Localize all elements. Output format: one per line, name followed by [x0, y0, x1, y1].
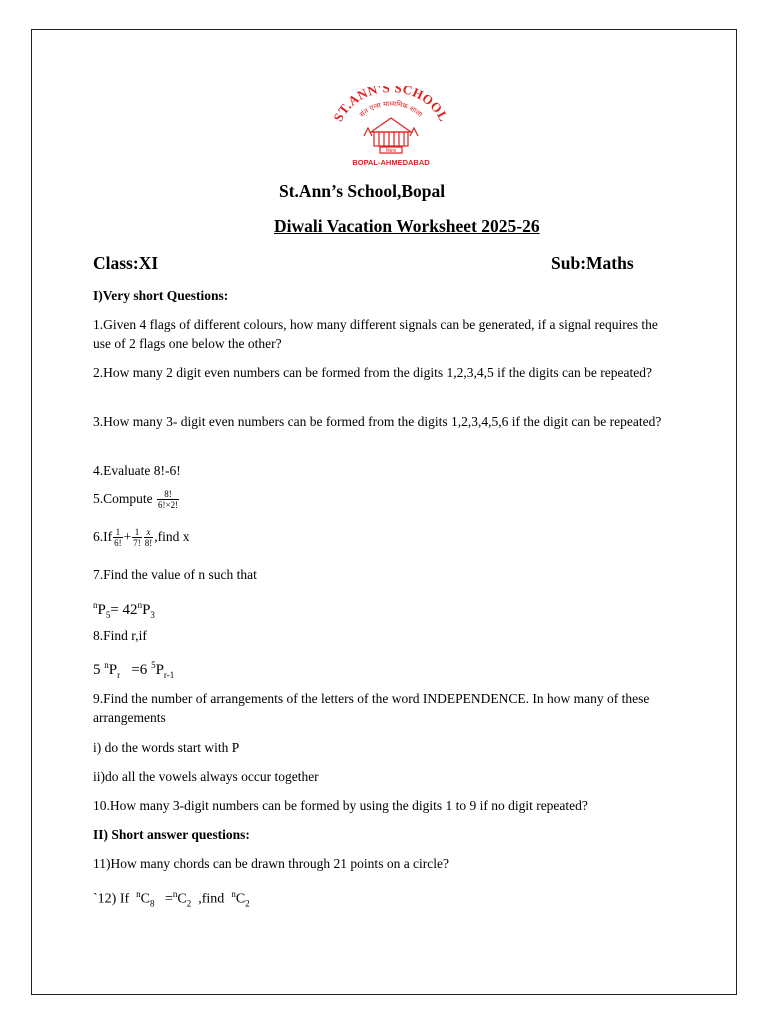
svg-text:संत एन्स माध्यमिक शाला	[358, 99, 424, 119]
combination-symbol: C	[235, 891, 246, 907]
superscript: 5	[151, 660, 156, 670]
question-5	[93, 489, 180, 510]
question-6	[93, 527, 190, 548]
question-9-part-i: i) do the words start with P	[93, 740, 240, 755]
page-border	[31, 29, 737, 995]
equals-sign: =	[165, 891, 173, 907]
worksheet-title: Diwali Vacation Worksheet 2025-26	[274, 216, 540, 236]
superscript: n	[172, 889, 178, 899]
equation-middle: =6	[131, 662, 148, 678]
superscript: n	[231, 889, 236, 899]
fraction	[132, 527, 142, 548]
question-8: 8.Find r,if	[93, 628, 147, 643]
question-9: 9.Find the number of arrangements of the letters of the word INDEPENDENCE. In how many of these arrangements	[93, 691, 650, 725]
superscript: n	[93, 600, 98, 610]
subscript: 8	[150, 898, 155, 909]
fraction	[144, 527, 154, 548]
section-1-heading: I)Very short Questions:	[93, 288, 229, 303]
question-12-prefix: `12) If	[93, 891, 130, 907]
logo-bottom-text: BOPAL-AHMEDABAD	[352, 158, 430, 167]
logo-arc-text: ST.ANN'S SCHOOL	[330, 86, 452, 124]
class-label: Class:XI	[93, 253, 159, 273]
fraction-numerator: 8!	[157, 489, 179, 500]
subscript: 3	[150, 610, 155, 620]
logo-hindi-text: संत एन्स माध्यमिक शाला	[358, 99, 424, 119]
building-icon	[364, 118, 418, 153]
question-7: 7.Find the value of n such that	[93, 567, 257, 582]
plus-sign: +	[123, 529, 132, 544]
fraction-denominator: 6!	[114, 538, 122, 549]
equation-middle: = 42	[110, 602, 138, 618]
subject-label: Sub:Maths	[551, 253, 634, 273]
school-logo	[326, 86, 456, 168]
equation-lead: 5	[93, 662, 101, 678]
superscript: n	[104, 660, 109, 670]
question-9-part-ii: ii)do all the vowels always occur together	[93, 769, 319, 784]
subscript: r-1	[163, 670, 175, 680]
subscript: 2	[186, 898, 192, 909]
question-2: 2.How many 2 digit even numbers can be formed from the digits 1,2,3,4,5 if the digits can be repeated?	[93, 365, 652, 380]
fraction-numerator: 1	[113, 527, 123, 538]
permutation-symbol: P	[142, 602, 151, 618]
fraction	[157, 489, 179, 510]
section-2-heading: II) Short answer questions:	[93, 827, 250, 842]
combination-symbol: C	[177, 891, 187, 907]
combination-symbol: C	[140, 891, 150, 907]
permutation-symbol: P	[97, 602, 106, 618]
find-text: ,find	[198, 891, 225, 907]
fraction-numerator: 1	[132, 527, 142, 538]
question-8-equation	[93, 656, 174, 685]
fraction-denominator: 8!	[144, 538, 153, 549]
permutation-symbol: P	[108, 662, 118, 678]
fraction-denominator: 6!×2!	[158, 500, 179, 511]
superscript: n	[136, 889, 141, 899]
school-name: St.Ann’s School,Bopal	[279, 181, 446, 201]
question-12	[93, 885, 250, 913]
superscript: n	[137, 600, 143, 610]
question-7-equation	[93, 596, 155, 625]
question-6-suffix: ,find x	[154, 529, 190, 544]
fraction	[113, 527, 123, 548]
permutation-symbol: P	[155, 662, 164, 678]
question-1: 1.Given 4 flags of different colours, how many different signals can be generated, if a signal requires the use of 2 flags one below the other?	[93, 317, 658, 351]
question-3: 3.How many 3- digit even numbers can be formed from the digits 1,2,3,4,5,6 if the digit can be repeated?	[93, 414, 662, 429]
fraction-numerator: x	[144, 527, 154, 538]
question-5-prefix: 5.Compute	[93, 491, 153, 506]
subscript: 5	[105, 610, 111, 620]
question-4: 4.Evaluate 8!-6!	[93, 463, 181, 478]
subscript: 2	[245, 898, 250, 909]
question-11: 11)How many chords can be drawn through 21 points on a circle?	[93, 856, 450, 871]
question-10: 10.How many 3-digit numbers can be formed by using the digits 1 to 9 if no digit repeated?	[93, 798, 588, 813]
logo-motto: विद्यया	[385, 149, 397, 154]
fraction-denominator: 7!	[133, 538, 141, 549]
subscript: r	[117, 670, 121, 680]
question-6-prefix: 6.If	[93, 529, 113, 544]
